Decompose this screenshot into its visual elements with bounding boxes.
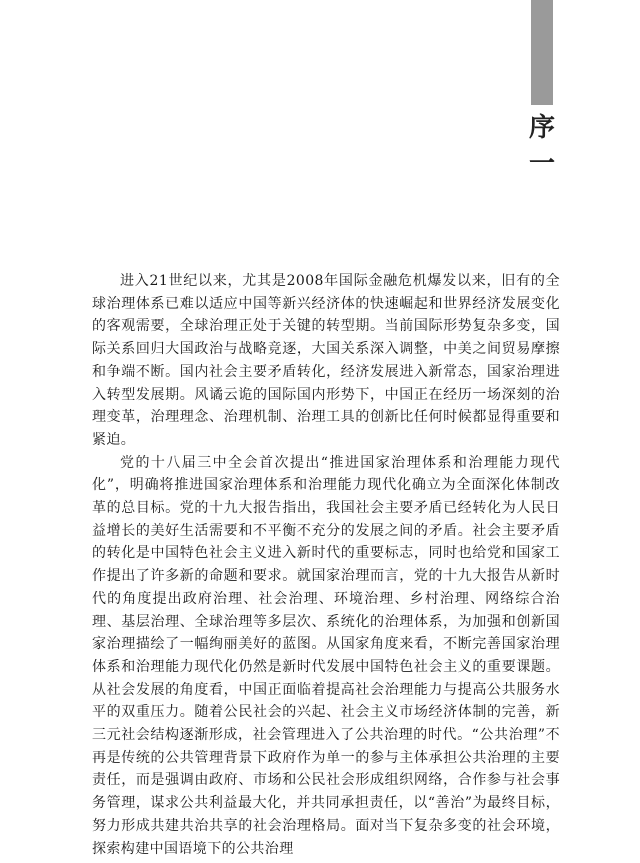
body-text [92,270,560,860]
section-title-char: 序 [528,113,555,143]
paragraph: 进入21世纪以来，尤其是2008年国际金融危机爆发以来，旧有的全球治理体系已难以适应中国等新兴经济体的快速崛起和世界经济发展变化的客观需要，全球治理正处于关键的转型期。当前国际形势复杂多变，国际关系回归大国政治与战略竞逐，大国关系深入调整，中美之间贸易摩擦和争端不断。国内社会主要矛盾转化，经济发展进入新常态，国家治理进入转型发展期。风谲云诡的国际国内形势下，中国正在经历一场深刻的治理变革，治理理念、治理机制、治理工具的创新比任何时候都显得重要和紧迫。 [92,273,560,448]
section-title-char: 一 [528,149,555,179]
chapter-side-tab [531,0,553,105]
section-title [525,110,559,182]
paragraph: 党的十八届三中全会首次提出“推进国家治理体系和治理能力现代化”，明确将推进国家治理体系和治理能力现代化确立为全面深化体制改革的总目标。党的十九大报告指出，我国社会主要矛盾已经转化为人民日益增长的美好生活需要和不平衡不充分的发展之间的矛盾。社会主要矛盾的转化是中国特色社会主义进入新时代的重要标志，同时也给党和国家工作提出了许多新的命题和要求。就国家治理而言，党的十九大报告从新时代的角度提出政府治理、社会治理、环境治理、乡村治理、网络综合治理、基层治理、全球治理等多层次、系统化的治理体系，为加强和创新国家治理描绘了一幅绚丽美好的蓝图。从国家角度来看，不断完善国家治理体系和治理能力现代化仍然是新时代发展中国特色社会主义的重要课题。从社会发展的角度看，中国正面临着提高社会治理能力与提高公共服务水平的双重压力。随着公民社会的兴起、社会主义市场经济体制的完善，新三元社会结构逐渐形成，社会管理进入了公共治理的时代。“公共治理”不再是传统的公共管理背景下政府作为单一的参与主体承担公共治理的主要责任，而是强调由政府、市场和公民社会形成组织网络，合作参与社会事务管理，谋求公共利益最大化，并共同承担责任，以“善治”为最终目标，努力形成共建共治共享的社会治理格局。面对当下复杂多变的社会环境，探索构建中国语境下的公共治理 [92,454,560,857]
